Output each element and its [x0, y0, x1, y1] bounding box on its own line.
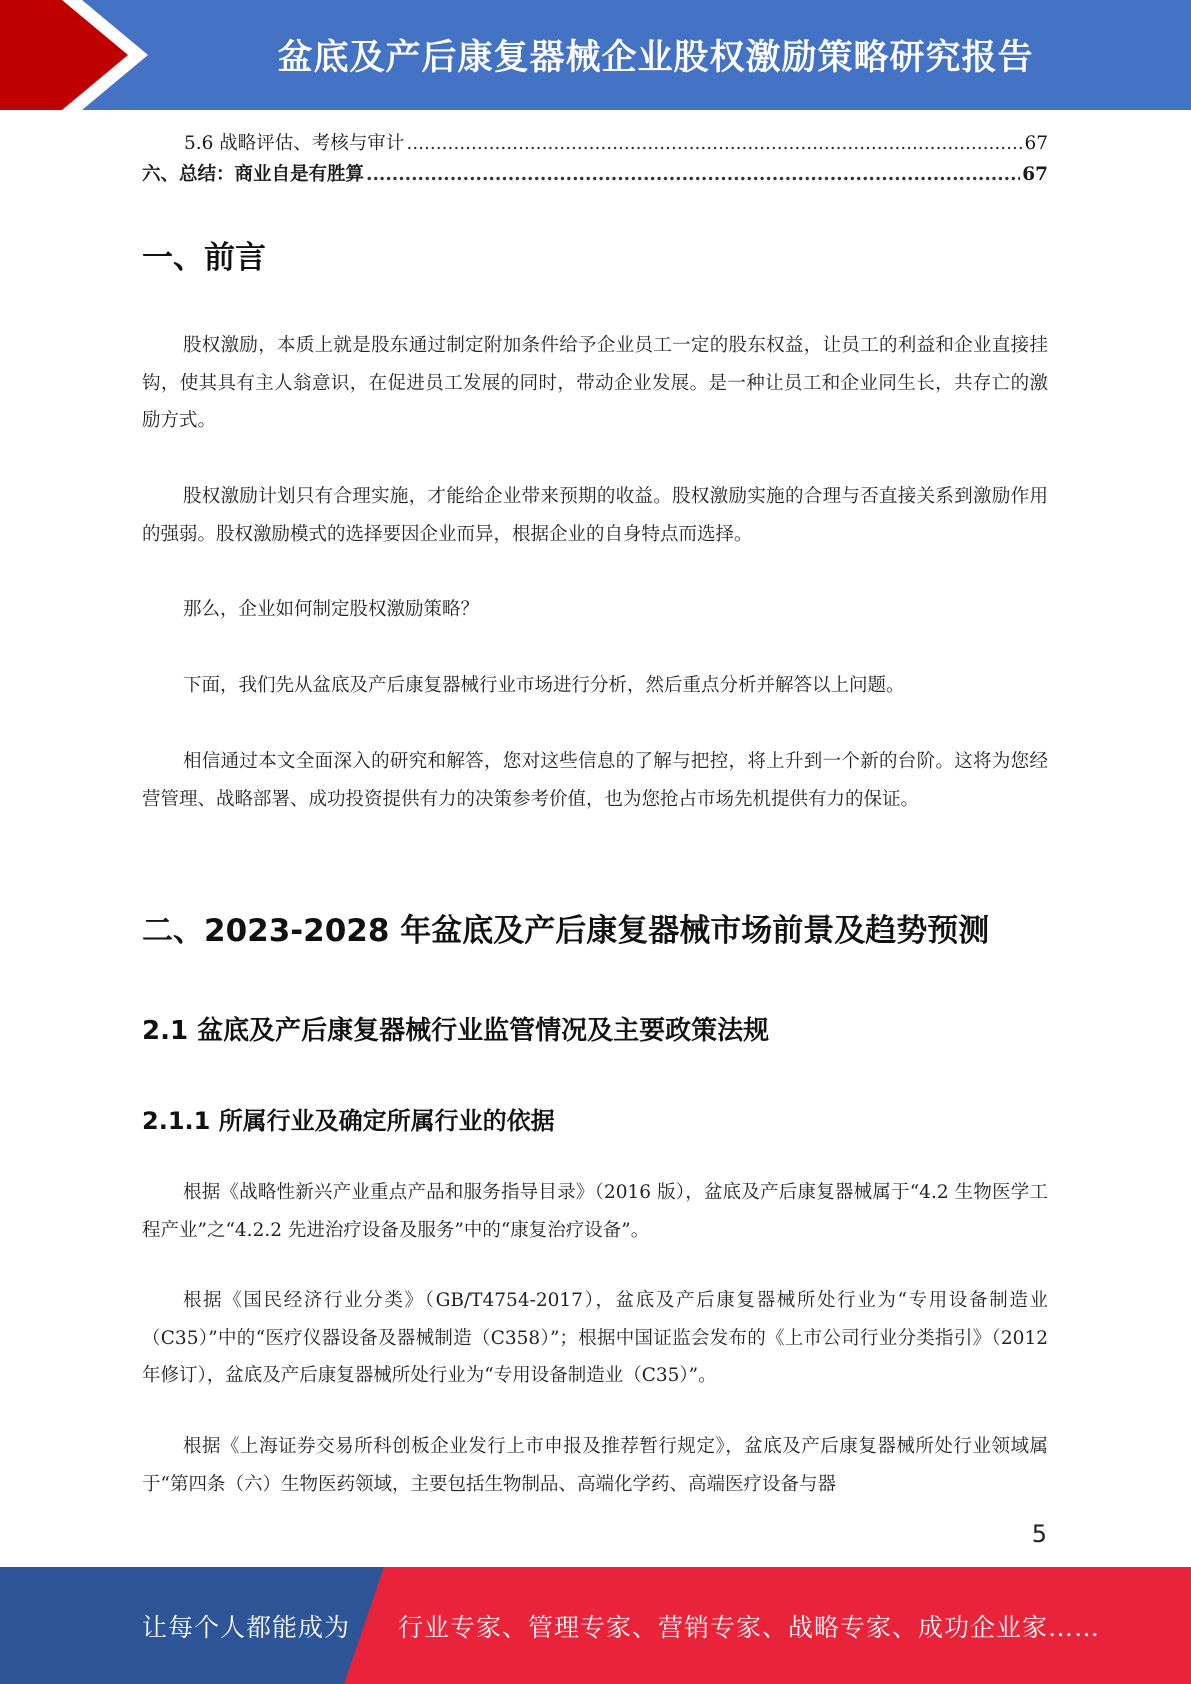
toc-entry[interactable] [142, 128, 1048, 159]
chevron-logo-icon [0, 0, 160, 110]
toc-leader-dots [406, 128, 1022, 159]
toc-entry-label: 5.6 战略评估、考核与审计 [184, 133, 405, 154]
section-heading-market: 二、2023-2028 年盆底及产后康复器械市场前景及趋势预测 [142, 913, 990, 949]
toc-entry-label: 六、总结：商业自是有胜算 [142, 164, 365, 185]
paragraph: 根据《国民经济行业分类》（GB/T4754-2017），盆底及产后康复器械所处行业为“专用设备制造业（C35）”中的“医疗仪器设备及器械制造（C358）”；根据中国证监会发布的《上市公司行业分类指引》（2012 年修订），盆底及产后康复器械所处行业为“专用设备制造业（C35）”。 [142, 1290, 1048, 1386]
subsection-heading-2-1: 2.1 盆底及产后康复器械行业监管情况及主要政策法规 [142, 1016, 770, 1046]
toc-entry-page: 67 [1022, 164, 1048, 185]
paragraph: 股权激励，本质上就是股东通过制定附加条件给予企业员工一定的股东权益，让员工的利益和企业直接挂钩，使其具有主人翁意识，在促进员工发展的同时，带动企业发展。是一种让员工和企业同生长，共存亡的激励方式。 [142, 335, 1048, 431]
page-content [142, 128, 1048, 1495]
toc-entry-page: 67 [1024, 133, 1048, 154]
section-heading-preface: 一、前言 [142, 240, 266, 276]
toc-entry[interactable] [142, 159, 1048, 190]
paragraph: 那么，企业如何制定股权激励策略？ [183, 599, 480, 620]
paragraph: 根据《上海证券交易所科创板企业发行上市申报及推荐暂行规定》，盆底及产后康复器械所处行业领域属于“第四条（六）生物医药领域，主要包括生物制品、高端化学药、高端医疗设备与器 [142, 1436, 1048, 1495]
report-title: 盆底及产后康复器械企业股权激励策略研究报告 [277, 38, 1034, 78]
subsection-heading-2-1-1: 2.1.1 所属行业及确定所属行业的依据 [142, 1107, 555, 1135]
page-number: 5 [1031, 1520, 1047, 1548]
toc-leader-dots [366, 159, 1020, 190]
page-header [0, 0, 1191, 110]
paragraph: 根据《战略性新兴产业重点产品和服务指导目录》（2016 版），盆底及产后康复器械属于“4.2 生物医学工程产业”之“4.2.2 先进治疗设备及服务”中的“康复治疗设备”。 [142, 1182, 1048, 1241]
paragraph: 相信通过本文全面深入的研究和解答，您对这些信息的了解与把控，将上升到一个新的台阶。这将为您经营管理、战略部署、成功投资提供有力的决策参考价值，也为您抢占市场先机提供有力的保证。 [142, 751, 1048, 810]
footer-slogan-right: 行业专家、管理专家、营销专家、战略专家、成功企业家…… [398, 1612, 1101, 1642]
footer-slogan-left: 让每个人都能成为 [142, 1612, 351, 1642]
page-footer [0, 1567, 1191, 1684]
paragraph: 下面，我们先从盆底及产后康复器械行业市场进行分析，然后重点分析并解答以上问题。 [183, 675, 905, 696]
paragraph: 股权激励计划只有合理实施，才能给企业带来预期的收益。股权激励实施的合理与否直接关系到激励作用的强弱。股权激励模式的选择要因企业而异，根据企业的自身特点而选择。 [142, 486, 1048, 545]
